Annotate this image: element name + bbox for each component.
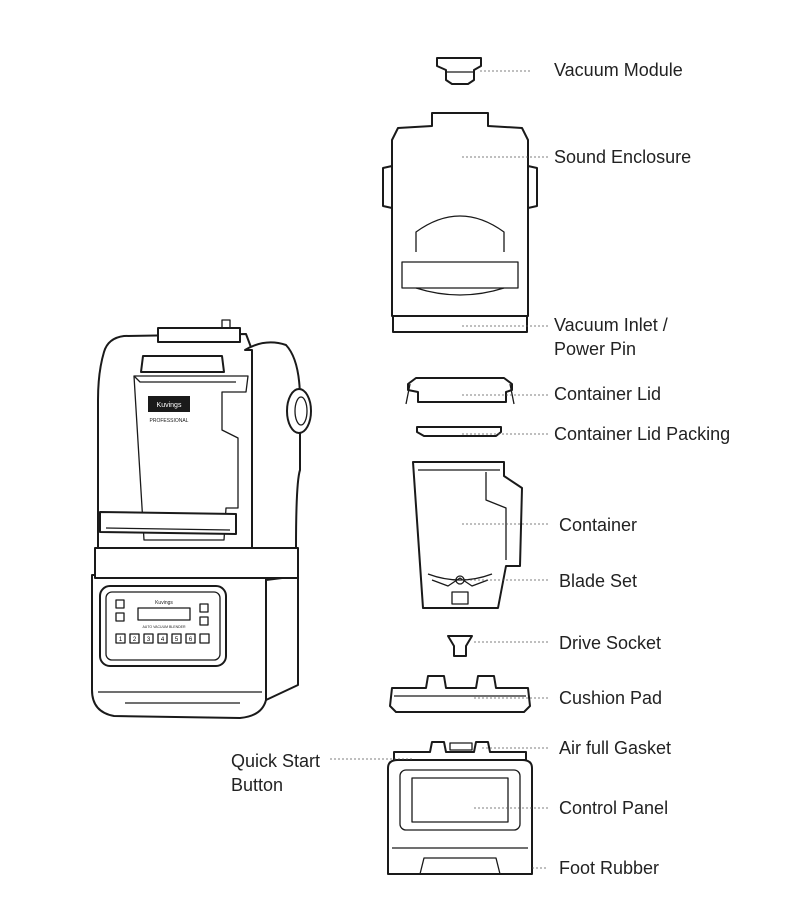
svg-text:4: 4 xyxy=(160,637,165,643)
lid-packing-part xyxy=(417,427,501,436)
label-cushion-pad: Cushion Pad xyxy=(559,688,663,708)
label-container-lid-packing: Container Lid Packing xyxy=(554,424,731,444)
label-quick-start-line1: Quick Start xyxy=(231,751,321,771)
label-blade-set: Blade Set xyxy=(559,571,638,591)
label-container-lid: Container Lid xyxy=(554,384,662,404)
cushion-pad-part xyxy=(390,676,530,712)
vacuum-module-part xyxy=(437,58,481,84)
label-vacuum-inlet-line2: Power Pin xyxy=(554,339,637,359)
label-drive-socket: Drive Socket xyxy=(559,633,662,653)
container-part xyxy=(413,462,522,608)
svg-text:1: 1 xyxy=(118,637,123,643)
label-quick-start-line2: Button xyxy=(231,775,284,795)
container-lid-part xyxy=(406,378,514,404)
label-container: Container xyxy=(559,515,638,535)
series-label: PROFESSIONAL xyxy=(149,418,189,424)
brand-label: Kuvings xyxy=(156,402,182,409)
assembled-blender xyxy=(92,320,311,718)
label-air-full-gasket: Air full Gasket xyxy=(559,738,672,758)
label-vacuum-module: Vacuum Module xyxy=(554,60,683,80)
panel-brand: Kuvings xyxy=(155,600,173,606)
sound-enclosure-part xyxy=(383,113,537,332)
label-vacuum-inlet-line1: Vacuum Inlet / xyxy=(554,315,668,335)
svg-text:2: 2 xyxy=(132,637,137,643)
svg-text:6: 6 xyxy=(188,637,193,643)
label-control-panel: Control Panel xyxy=(559,798,669,818)
svg-text:3: 3 xyxy=(146,637,151,643)
panel-caption: AUTO VACUUM BLENDER xyxy=(142,625,186,629)
label-foot-rubber: Foot Rubber xyxy=(559,858,660,878)
label-sound-enclosure: Sound Enclosure xyxy=(554,147,692,167)
drive-socket-part xyxy=(448,636,472,656)
svg-text:5: 5 xyxy=(174,637,179,643)
